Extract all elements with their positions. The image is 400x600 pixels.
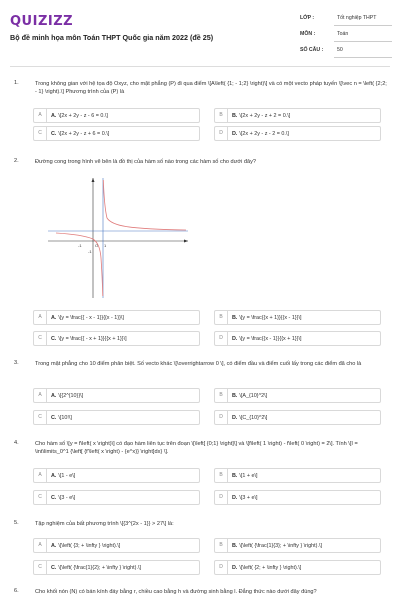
- option-c[interactable]: [33, 410, 200, 425]
- option-c[interactable]: [33, 331, 200, 346]
- option-text: \[2x + 2y - z - 6 = 0.\]: [58, 112, 108, 119]
- meta-grade: [300, 12, 392, 26]
- meta-question-count: [300, 44, 392, 58]
- function-graph: [48, 178, 188, 298]
- option-b[interactable]: [214, 108, 381, 123]
- option-text: \[y = \frac{{x - 1}}{{x + 1}}\]: [239, 335, 302, 342]
- page-header: [0, 0, 400, 66]
- option-letter: C: [34, 491, 47, 504]
- option-b[interactable]: [214, 538, 381, 553]
- option-text: \[{2^{10}}\]: [58, 392, 84, 399]
- meta-subject-value: Toán: [337, 31, 349, 37]
- option-text: \[1 - e\]: [58, 472, 76, 479]
- option-text: \[3 + e\]: [239, 494, 258, 501]
- option-text: \[\left( {\frac{1}{3}; + \infty } \right).\]: [239, 542, 322, 549]
- option-text: \[10!\]: [58, 414, 72, 421]
- option-a[interactable]: [33, 388, 200, 403]
- option-label: D.: [232, 414, 238, 421]
- option-letter: B: [215, 109, 228, 122]
- option-letter: C: [34, 411, 47, 424]
- option-letter: D: [215, 411, 228, 424]
- question-text: Trong không gian với hệ tọa độ Oxyz, cho mặt phẳng (P) đi qua điểm \[A\left( {1; - 1;2} \right)\] và có một vecto pháp tuyến \[\vec n = \left( {2;2; - 1} \right).\] Phương trình của (P) là: [35, 81, 387, 95]
- option-text: \[2x + 2y - z + 6 = 0.\]: [58, 130, 110, 137]
- meta-grade-value: Tốt nghiệp THPT: [337, 15, 377, 21]
- option-letter: B: [215, 469, 228, 482]
- question-text: Cho khối nón (N) có bán kính đáy bằng r, chiều cao bằng h và đường sinh bằng l. Đẳng thức nào dưới đây đúng?: [35, 589, 317, 595]
- meta-question-count-underline: [334, 57, 392, 58]
- x-axis-arrow-icon: [184, 240, 188, 243]
- option-letter: A: [34, 109, 47, 122]
- option-label: C.: [51, 494, 57, 501]
- option-label: C.: [51, 335, 57, 342]
- tick-label: -1: [78, 243, 82, 248]
- option-c[interactable]: [33, 490, 200, 505]
- option-label: C.: [51, 564, 57, 571]
- option-letter: B: [215, 389, 228, 402]
- option-a[interactable]: [33, 538, 200, 553]
- option-text: \[1 + e\]: [239, 472, 258, 479]
- option-label: D.: [232, 130, 238, 137]
- option-text: \[y = \frac{{ - x + 1}}{{x + 1}}\]: [58, 335, 127, 342]
- option-letter: A: [34, 311, 47, 324]
- option-letter: D: [215, 561, 228, 574]
- meta-subject: [300, 28, 392, 42]
- tick-label: O: [95, 243, 99, 248]
- quizizz-logo: QUIZIZZ: [10, 14, 74, 29]
- option-label: A.: [51, 112, 57, 119]
- option-label: A.: [51, 542, 57, 549]
- option-label: B.: [232, 472, 238, 479]
- option-letter: C: [34, 332, 47, 345]
- option-label: C.: [51, 414, 57, 421]
- question-number: 6.: [14, 588, 19, 594]
- tick-label: 1: [104, 243, 107, 248]
- question-text: Tập nghiệm của bất phương trình \[{3^{2x - 1}} > 27\] là:: [35, 521, 174, 527]
- meta-subject-underline: [334, 41, 392, 42]
- question-text: Trong mặt phẳng cho 10 điểm phân biệt. Số vecto khác \[\overrightarrow 0 \], có điểm đầu và điểm cuối lấy trong các điểm đã cho là: [35, 361, 362, 367]
- option-text: \[\left( {3; + \infty } \right).\]: [58, 542, 121, 549]
- question-number: 4.: [14, 440, 19, 446]
- tick-label: -1: [88, 249, 92, 254]
- option-d[interactable]: [214, 126, 381, 141]
- option-text: \[A_{10}^2\]: [239, 392, 268, 399]
- option-label: B.: [232, 314, 238, 321]
- question-number: 5.: [14, 520, 19, 526]
- option-label: C.: [51, 130, 57, 137]
- option-d[interactable]: [214, 560, 381, 575]
- option-d[interactable]: [214, 331, 381, 346]
- meta-question-count-label: SỐ CÂU :: [300, 47, 324, 53]
- option-text: \[2x + 2y - z - 2 = 0.\]: [239, 130, 289, 137]
- option-label: A.: [51, 472, 57, 479]
- option-d[interactable]: [214, 490, 381, 505]
- option-b[interactable]: [214, 388, 381, 403]
- option-c[interactable]: [33, 560, 200, 575]
- option-label: A.: [51, 392, 57, 399]
- question-text: Đường cong trong hình vẽ bên là đồ thị của hàm số nào trong các hàm số cho dưới đây?: [35, 159, 256, 165]
- question-number: 2.: [14, 158, 19, 164]
- option-letter: D: [215, 491, 228, 504]
- option-text: \[\left( {\frac{1}{2}; + \infty } \right).\]: [58, 564, 141, 571]
- option-d[interactable]: [214, 410, 381, 425]
- question-number: 1.: [14, 80, 19, 86]
- option-text: \[\left( {2; + \infty } \right).\]: [239, 564, 302, 571]
- graph-right-branch: [103, 180, 186, 230]
- option-label: B.: [232, 542, 238, 549]
- option-letter: D: [215, 332, 228, 345]
- meta-grade-underline: [334, 25, 392, 26]
- question-number: 3.: [14, 360, 19, 366]
- option-letter: D: [215, 127, 228, 140]
- header-divider: [10, 66, 390, 67]
- meta-grade-label: LỚP :: [300, 15, 315, 21]
- option-letter: B: [215, 311, 228, 324]
- option-c[interactable]: [33, 126, 200, 141]
- option-a[interactable]: [33, 310, 200, 325]
- option-text: \[C_{10}^2\]: [239, 414, 268, 421]
- option-label: B.: [232, 392, 238, 399]
- document-title: Bộ đề minh họa môn Toán THPT Quốc gia năm 2022 (đề 25): [10, 33, 214, 42]
- option-label: D.: [232, 335, 238, 342]
- option-letter: B: [215, 539, 228, 552]
- option-letter: A: [34, 539, 47, 552]
- option-letter: A: [34, 389, 47, 402]
- option-text: \[y = \frac{{x + 1}}{{x - 1}}\]: [239, 314, 302, 321]
- option-a[interactable]: [33, 108, 200, 123]
- meta-question-count-value: 50: [337, 47, 343, 53]
- meta-subject-label: MÔN :: [300, 31, 316, 37]
- option-letter: A: [34, 469, 47, 482]
- option-b[interactable]: [214, 468, 381, 483]
- question-text: Cho hàm số \[y = f\left( x \right)\] có đạo hàm liên tục trên đoạn \[\left[ {0;1} \right]\] và \[f\left( 1 \right) - f\left( 0 \right) = 2\]. Tính \[I = \int\limits_0^1 {\left[ {f'\left( x \right) - {e^x}} \right]dx} \].: [35, 441, 358, 455]
- y-axis-arrow-icon: [92, 178, 95, 182]
- option-a[interactable]: [33, 468, 200, 483]
- option-letter: C: [34, 127, 47, 140]
- option-label: A.: [51, 314, 57, 321]
- option-label: B.: [232, 112, 238, 119]
- option-text: \[2x + 2y - z + 2 = 0.\]: [239, 112, 291, 119]
- option-label: D.: [232, 494, 238, 501]
- option-b[interactable]: [214, 310, 381, 325]
- option-label: D.: [232, 564, 238, 571]
- option-text: \[3 - e\]: [58, 494, 76, 501]
- option-letter: C: [34, 561, 47, 574]
- option-text: \[y = \frac{{ - x - 1}}{{x - 1}}\]: [58, 314, 124, 321]
